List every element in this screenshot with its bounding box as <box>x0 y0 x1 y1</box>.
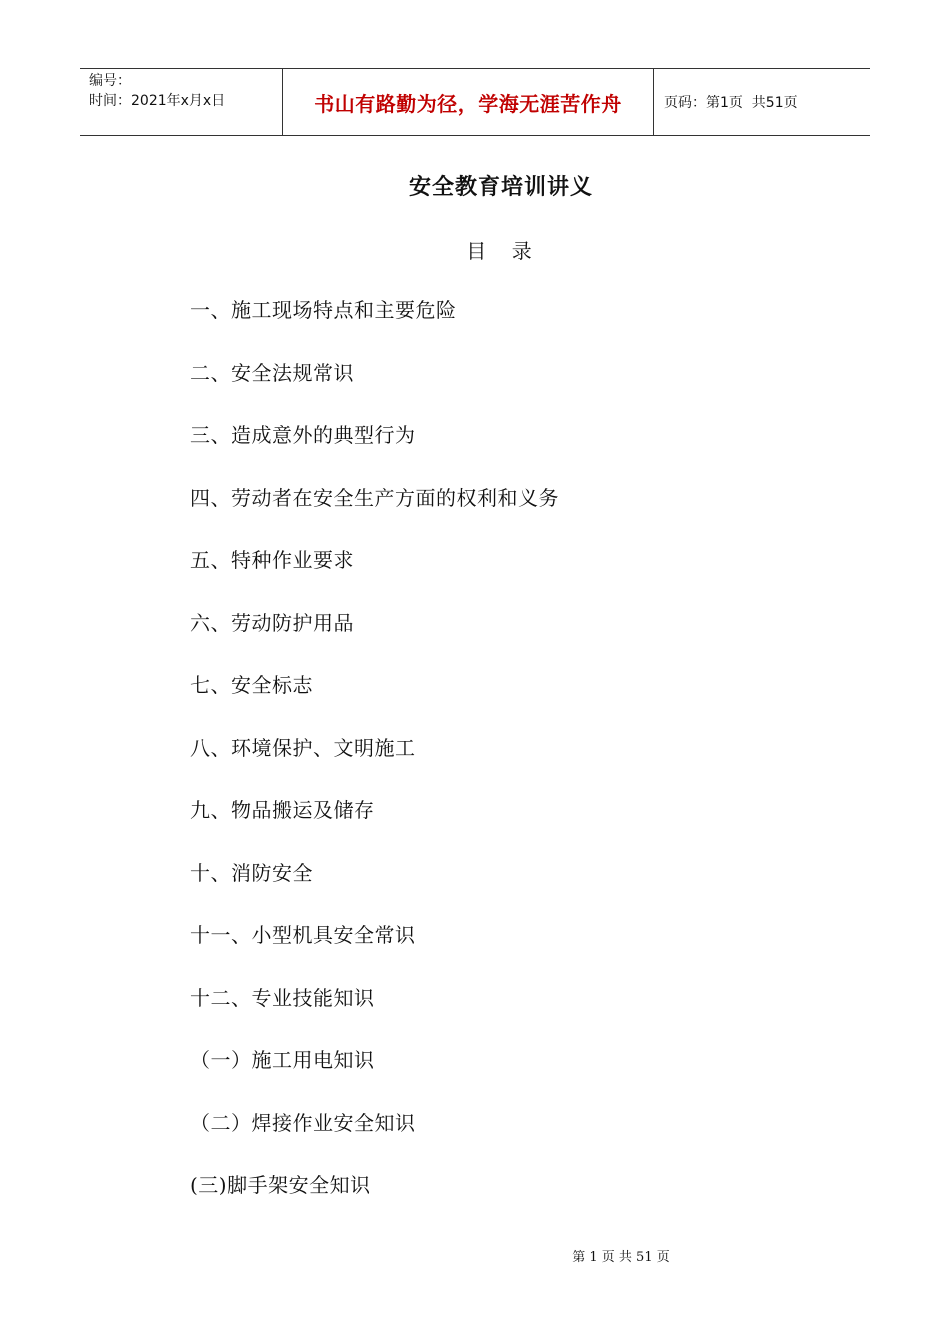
toc-item: 九、物品搬运及储存 <box>190 798 375 822</box>
document-title: 安全教育培训讲义 <box>408 174 593 200</box>
toc-item: 五、特种作业要求 <box>190 548 354 572</box>
toc-item: 八、环境保护、文明施工 <box>190 735 416 760</box>
toc-item: 六、劳动防护用品 <box>190 610 354 635</box>
toc-item: 三、造成意外的典型行为 <box>190 423 416 447</box>
header-meta <box>80 69 282 135</box>
toc-item: （二）焊接作业安全知识 <box>190 1110 416 1135</box>
toc-heading: 目 录 <box>466 239 532 263</box>
header-page-info-text: 页码：第1页 共51页 <box>664 95 798 111</box>
toc-item: 四、劳动者在安全生产方面的权利和义务 <box>190 485 559 510</box>
toc-item: 一、施工现场特点和主要危险 <box>190 298 457 322</box>
page-header <box>80 68 870 136</box>
document-date-label: 时间：2021年x月x日 <box>89 93 226 109</box>
page-footer: 第 1 页 共 51 页 <box>572 1250 670 1265</box>
toc-item: 十二、专业技能知识 <box>190 985 375 1010</box>
toc-item: 二、安全法规常识 <box>190 360 354 385</box>
table-of-contents <box>190 292 559 1230</box>
toc-item: （一）施工用电知识 <box>190 1048 375 1072</box>
toc-item: 十、消防安全 <box>190 860 313 885</box>
toc-item: (三)脚手架安全知识 <box>190 1173 371 1197</box>
toc-item: 七、安全标志 <box>190 673 313 697</box>
header-page-info <box>654 69 870 135</box>
document-number-label: 编号： <box>89 73 131 89</box>
header-motto: 书山有路勤为径，学海无涯苦作舟 <box>282 69 654 135</box>
toc-item: 十一、小型机具安全常识 <box>190 923 416 947</box>
